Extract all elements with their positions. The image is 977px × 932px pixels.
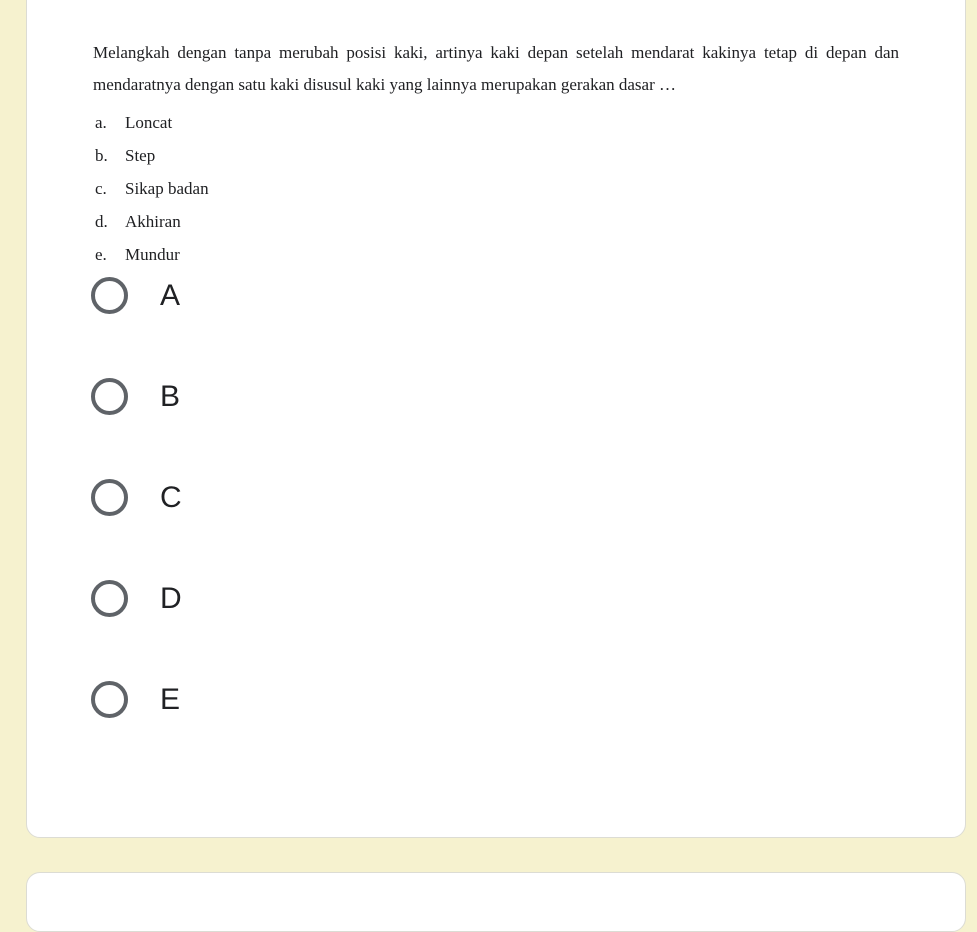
radio-group <box>91 245 182 750</box>
radio-button-c[interactable] <box>91 479 128 516</box>
choice-c[interactable] <box>91 447 182 548</box>
question-card <box>26 0 966 838</box>
choice-label-e[interactable]: E <box>160 682 181 716</box>
option-letter: b. <box>95 146 108 165</box>
choice-label-b[interactable]: B <box>160 379 181 413</box>
radio-button-a[interactable] <box>91 277 128 314</box>
option-row <box>95 146 209 179</box>
choice-label-d[interactable]: D <box>160 581 182 615</box>
option-text: Sikap badan <box>125 179 209 198</box>
choice-d[interactable] <box>91 548 182 649</box>
radio-button-e[interactable] <box>91 681 128 718</box>
option-row <box>95 212 209 245</box>
choice-label-c[interactable]: C <box>160 480 182 514</box>
option-text: Loncat <box>125 113 173 132</box>
question-text: Melangkah dengan tanpa merubah posisi kaki, artinya kaki depan setelah mendarat kakinya tetap di depan dan mendaratnya dengan satu kaki disusul kaki yang lainnya merupakan gerakan dasar … <box>93 43 899 94</box>
radio-button-b[interactable] <box>91 378 128 415</box>
option-letter: a. <box>95 113 107 132</box>
choice-label-a[interactable]: A <box>160 278 181 312</box>
choice-e[interactable] <box>91 649 182 750</box>
option-row <box>95 113 209 146</box>
option-text: Akhiran <box>125 212 181 231</box>
next-question-card <box>26 872 966 932</box>
choice-b[interactable] <box>91 346 182 447</box>
option-letter: d. <box>95 212 108 231</box>
option-text: Step <box>125 146 156 165</box>
option-text: Mundur <box>125 245 180 264</box>
option-row <box>95 179 209 212</box>
choice-a[interactable] <box>91 245 182 346</box>
option-letter: e. <box>95 245 107 264</box>
option-letter: c. <box>95 179 107 198</box>
radio-button-d[interactable] <box>91 580 128 617</box>
